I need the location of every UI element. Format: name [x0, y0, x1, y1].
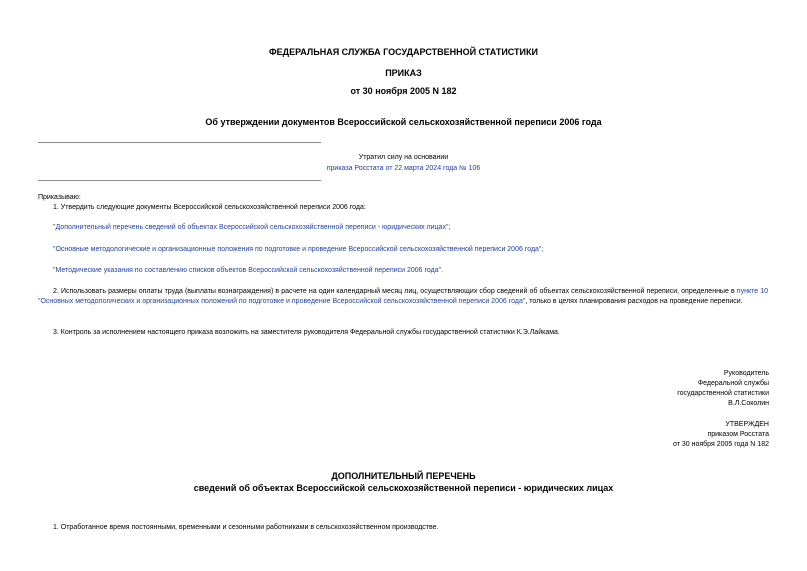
appendix-item-1: 1. Отработанное время постоянными, временными и сезонными работниками в сельскохозяйственном производстве.	[53, 524, 439, 531]
approval-block: УТВЕРЖДЕН приказом Росстата от 30 ноября 2005 года N 182	[673, 421, 769, 448]
agency-name: ФЕДЕРАЛЬНАЯ СЛУЖБА ГОСУДАРСТВЕННОЙ СТАТИСТИКИ	[269, 47, 538, 57]
order-word: Приказываю:	[38, 194, 81, 201]
doc-type: ПРИКАЗ	[385, 68, 422, 78]
revoked-notice: Утратил силу на основании	[358, 154, 449, 161]
item-2: 2. Использовать размеры оплаты труда (выплаты вознаграждения) в расчете на один календарный месяц лиц, осуществляющих сбор сведений об объектах сельскохозяйственной переписи, определенные в пункте 10 "Основных методологических и организационных положений по подготовке и проведение Всероссийской сельскохозяйственной переписи 2006 года", только в целях планирования расходов на проведение переписи.	[38, 288, 768, 305]
revoking-order-link[interactable]: приказа Росстата от 22 марта 2024 года № 106	[326, 165, 481, 172]
item-2-link[interactable]: пункте 10 "Основных методологических и организационных положений по подготовке и проведение Всероссийской сельскохозяйственной переписи 2006 года"	[38, 288, 768, 305]
divider-top	[38, 142, 321, 143]
divider-bottom	[38, 180, 321, 181]
appendix-title: ДОПОЛНИТЕЛЬНЫЙ ПЕРЕЧЕНЬ	[331, 471, 476, 481]
appendix-subtitle: сведений об объектах Всероссийской сельскохозяйственной переписи - юридических лицах	[193, 483, 614, 493]
doc-title: Об утверждении документов Всероссийской сельскохозяйственной переписи 2006 года	[205, 117, 602, 127]
doc-link-2[interactable]: "Основные методологические и организационные положения по подготовке и проведение Всероссийской сельскохозяйственной переписи 2006 года";	[53, 246, 544, 253]
doc-link-1[interactable]: "Дополнительный перечень сведений об объектах Всероссийской сельскохозяйственной переписи - юридических лицах";	[53, 224, 451, 231]
item-1: 1. Утвердить следующие документы Всероссийской сельскохозяйственной переписи 2006 года:	[53, 204, 366, 211]
doc-date: от 30 ноября 2005 N 182	[350, 86, 457, 96]
signature-block: Руководитель Федеральной службы государственной статистики В.Л.Соколин	[677, 370, 769, 407]
doc-link-3[interactable]: "Методические указания по составлению списков объектов Всероссийской сельскохозяйственной переписи 2006 года".	[53, 267, 444, 274]
item-3: 3. Контроль за исполнением настоящего приказа возложить на заместителя руководителя Федеральной службы государственной статистики К.Э.Лайкама.	[53, 329, 560, 336]
